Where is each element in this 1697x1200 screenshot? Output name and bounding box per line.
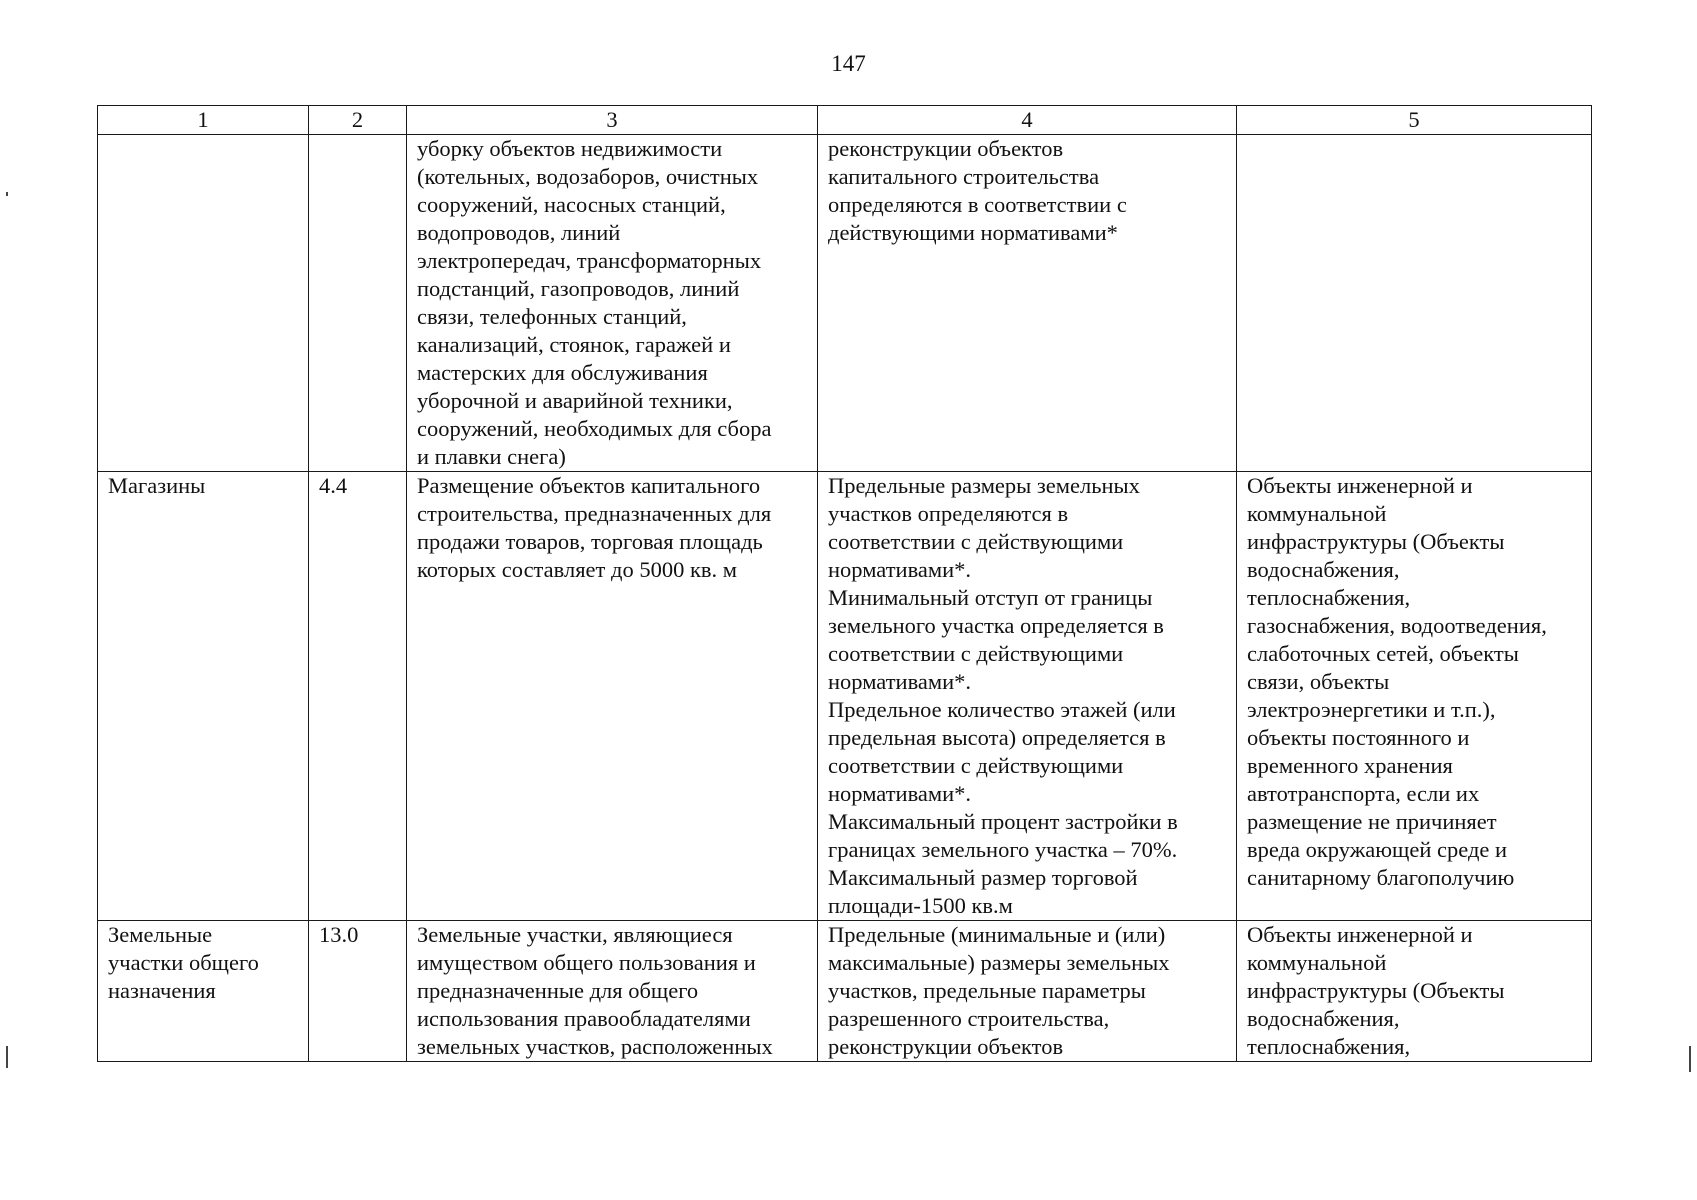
page-number: 147 bbox=[831, 51, 866, 76]
table-row bbox=[98, 135, 1592, 472]
cell-use-description: Размещение объектов капитального строительства, предназначенных для продажи товаров, торговая площадь которых составляет до 5000 кв. м bbox=[407, 472, 818, 921]
cell-auxiliary-uses bbox=[1237, 135, 1592, 472]
cell-parameters: реконструкции объектов капитального строительства определяются в соответствии с действующими нормативами* bbox=[818, 135, 1237, 472]
column-header-3: 3 bbox=[407, 106, 818, 135]
table-row bbox=[98, 472, 1592, 921]
cell-use-code: 4.4 bbox=[309, 472, 407, 921]
column-header-4: 4 bbox=[818, 106, 1237, 135]
left-margin-mark bbox=[6, 192, 8, 196]
right-margin-mark bbox=[1689, 1046, 1691, 1072]
table-header-row bbox=[98, 106, 1592, 135]
cell-parameters: Предельные размеры земельных участков определяются в соответствии с действующими нормативами*. Минимальный отступ от границы земельного участка определяется в соответствии с действующими нормативами*. Предельное количество этажей (или предельная высота) определяется в соответствии с действующими нормативами*. Максимальный процент застройки в границах земельного участка – 70%. Максимальный размер торговой площади-1500 кв.м bbox=[818, 472, 1237, 921]
cell-use-code bbox=[309, 135, 407, 472]
column-header-1: 1 bbox=[98, 106, 309, 135]
cell-parameters: Предельные (минимальные и (или) максимальные) размеры земельных участков, предельные параметры разрешенного строительства, реконструкции объектов bbox=[818, 921, 1237, 1062]
cell-use-description: уборку объектов недвижимости (котельных, водозаборов, очистных сооружений, насосных станций, водопроводов, линий электропередач, трансформаторных подстанций, газопроводов, линий связи, телефонных станций, канализаций, стоянок, гаражей и мастерских для обслуживания уборочной и аварийной техники, сооружений, необходимых для сбора и плавки снега) bbox=[407, 135, 818, 472]
column-header-5: 5 bbox=[1237, 106, 1592, 135]
cell-use-description: Земельные участки, являющиеся имуществом общего пользования и предназначенные для общего использования правообладателями земельных участков, расположенных bbox=[407, 921, 818, 1062]
cell-use-name: Магазины bbox=[98, 472, 309, 921]
cell-use-name bbox=[98, 135, 309, 472]
cell-auxiliary-uses: Объекты инженерной и коммунальной инфраструктуры (Объекты водоснабжения, теплоснабжения, газоснабжения, водоотведения, слаботочных сетей, объекты связи, объекты электроэнергетики и т.п.), объекты постоянного и временного хранения автотранспорта, если их размещение не причиняет вреда окружающей среде и санитарному благополучию bbox=[1237, 472, 1592, 921]
regulations-table bbox=[97, 105, 1592, 1062]
cell-auxiliary-uses: Объекты инженерной и коммунальной инфраструктуры (Объекты водоснабжения, теплоснабжения, bbox=[1237, 921, 1592, 1062]
table-row bbox=[98, 921, 1592, 1062]
cell-use-name: Земельные участки общего назначения bbox=[98, 921, 309, 1062]
left-margin-mark bbox=[6, 1046, 8, 1068]
cell-use-code: 13.0 bbox=[309, 921, 407, 1062]
column-header-2: 2 bbox=[309, 106, 407, 135]
